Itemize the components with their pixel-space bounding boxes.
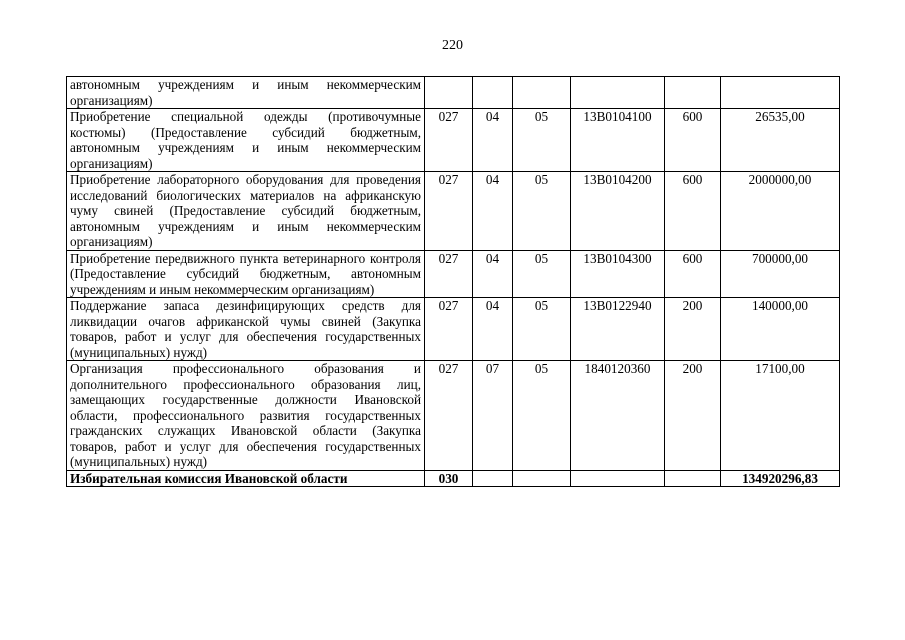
target-article-cell: 13В0104200 (571, 172, 665, 251)
row-name-cell: Организация профессионального образования и дополнительного профессионального образования лиц, замещающих государственные должности Ивановской области, профессионального развития государственных гражданских служащих Ивановской области (Закупка товаров, работ и услуг для обеспечения государственных (муниципальных) нужд) (67, 361, 425, 471)
section-code-cell: 04 (473, 250, 513, 298)
subsection-code-cell (513, 77, 571, 109)
grbs-code-cell: 027 (425, 172, 473, 251)
page-number: 220 (442, 38, 463, 53)
table-row (67, 361, 840, 471)
section-code-cell (473, 77, 513, 109)
expense-type-cell: 600 (665, 250, 721, 298)
grbs-code-cell: 027 (425, 250, 473, 298)
target-article-cell: 1840120360 (571, 361, 665, 471)
total-grbs-code-cell: 030 (425, 470, 473, 487)
table-row (67, 250, 840, 298)
section-code-cell: 04 (473, 172, 513, 251)
row-name-cell: Приобретение специальной одежды (противочумные костюмы) (Предоставление субсидий бюджетным, автономным учреждениям и иным некоммерческим организациям) (67, 109, 425, 172)
expense-type-cell (665, 77, 721, 109)
section-code-cell: 07 (473, 361, 513, 471)
grbs-code-cell: 027 (425, 109, 473, 172)
target-article-cell: 13В0122940 (571, 298, 665, 361)
total-expense-type-cell (665, 470, 721, 487)
table-row (67, 172, 840, 251)
target-article-cell (571, 77, 665, 109)
row-name-cell: Поддержание запаса дезинфицирующих средств для ликвидации очагов африканской чумы свиней (Закупка товаров, работ и услуг для обеспечения государственных (муниципальных) нужд) (67, 298, 425, 361)
amount-cell: 26535,00 (721, 109, 840, 172)
total-subsection-code-cell (513, 470, 571, 487)
total-section-code-cell (473, 470, 513, 487)
table-row (67, 298, 840, 361)
amount-cell (721, 77, 840, 109)
total-row (67, 470, 840, 487)
amount-cell: 140000,00 (721, 298, 840, 361)
grbs-code-cell: 027 (425, 361, 473, 471)
section-code-cell: 04 (473, 109, 513, 172)
table-row (67, 109, 840, 172)
row-name-cell: автономным учреждениям и иным некоммерческим организациям) (67, 77, 425, 109)
row-name-cell: Приобретение передвижного пункта ветеринарного контроля (Предоставление субсидий бюджетным, автономным учреждениям и иным некоммерческим организациям) (67, 250, 425, 298)
target-article-cell: 13В0104100 (571, 109, 665, 172)
amount-cell: 2000000,00 (721, 172, 840, 251)
expense-type-cell: 200 (665, 361, 721, 471)
section-code-cell: 04 (473, 298, 513, 361)
subsection-code-cell: 05 (513, 361, 571, 471)
grbs-code-cell: 027 (425, 298, 473, 361)
target-article-cell: 13В0104300 (571, 250, 665, 298)
subsection-code-cell: 05 (513, 250, 571, 298)
table-row (67, 77, 840, 109)
subsection-code-cell: 05 (513, 298, 571, 361)
total-amount-cell: 134920296,83 (721, 470, 840, 487)
expense-type-cell: 600 (665, 172, 721, 251)
total-name-cell: Избирательная комиссия Ивановской области (67, 470, 425, 487)
total-target-article-cell (571, 470, 665, 487)
row-name-cell: Приобретение лабораторного оборудования для проведения исследований биологических материалов на африканскую чуму свиней (Предоставление субсидий бюджетным, автономным учреждениям и иным некоммерческим организациям) (67, 172, 425, 251)
amount-cell: 700000,00 (721, 250, 840, 298)
expense-type-cell: 200 (665, 298, 721, 361)
budget-table (66, 76, 840, 487)
amount-cell: 17100,00 (721, 361, 840, 471)
subsection-code-cell: 05 (513, 109, 571, 172)
subsection-code-cell: 05 (513, 172, 571, 251)
grbs-code-cell (425, 77, 473, 109)
expense-type-cell: 600 (665, 109, 721, 172)
